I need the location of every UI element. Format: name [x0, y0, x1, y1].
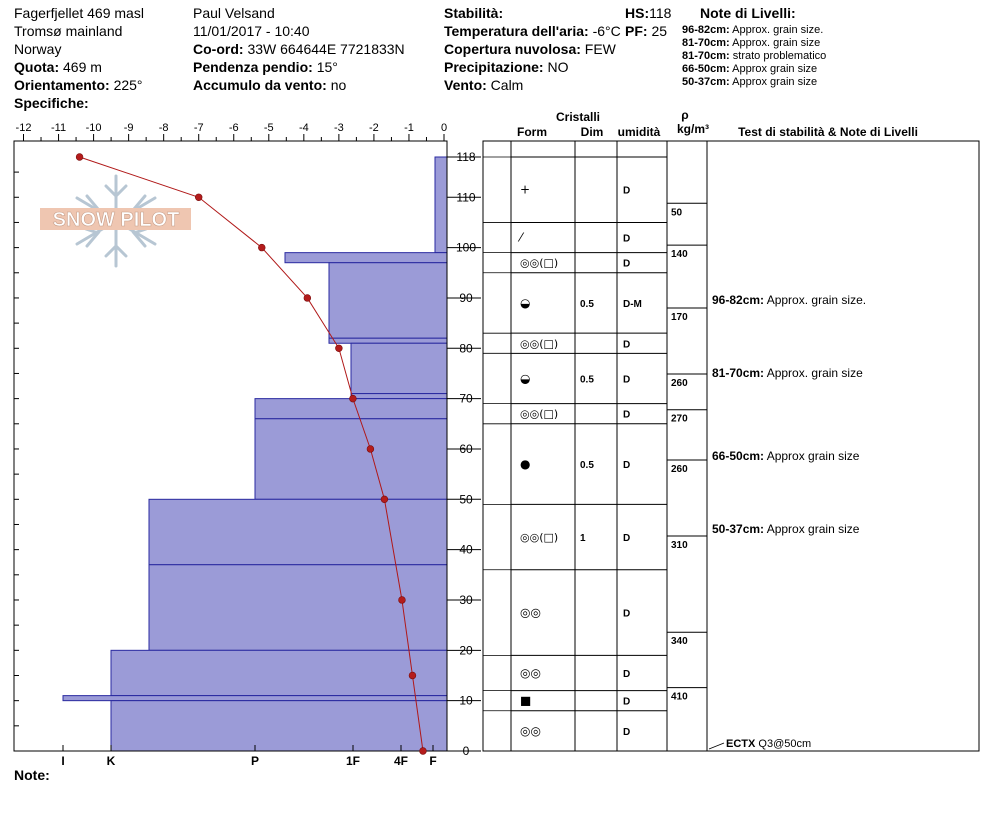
pf-value: 25: [651, 23, 668, 39]
density-value: 140: [671, 249, 688, 261]
grain-form: ◎◎(□): [520, 531, 559, 545]
density-unit: kg/m³: [676, 122, 710, 136]
grain-form: ■: [520, 693, 532, 708]
temperature-point: [258, 244, 265, 251]
x-tick-label: -3: [333, 122, 344, 134]
dim-header: Dim: [580, 125, 604, 139]
hardness-tick-label: K: [106, 754, 116, 768]
header-layer-note-range: 96-82cm:: [682, 24, 730, 36]
layer-note: 81-70cm: Approx. grain size: [712, 365, 863, 380]
hardness-layer: [63, 157, 447, 751]
x-tick-label: -11: [50, 122, 67, 134]
density-value: 260: [671, 464, 688, 476]
grain-size: 0.5: [580, 298, 594, 310]
y-tick-label: 60: [459, 441, 473, 456]
header-layer-note-range: 81-70cm:: [682, 37, 730, 49]
x-tick-label: -9: [123, 122, 134, 134]
elevation-label: Quota:: [14, 59, 60, 75]
y-tick-label: 40: [459, 542, 473, 557]
temperature-point: [195, 194, 202, 201]
moisture-value: D: [623, 460, 631, 472]
moisture-value: D: [623, 339, 631, 351]
temperature-point: [399, 597, 406, 604]
header-layer-note-text: strato problematico: [729, 50, 827, 62]
air-temp-label: Temperatura dell'aria:: [444, 23, 589, 39]
x-tick-label: -8: [158, 122, 169, 134]
density-value: 50: [671, 207, 683, 219]
grain-size: 0.5: [580, 374, 594, 386]
stability-test-result: ECTX Q3@50cm: [726, 737, 812, 750]
x-tick-label: -12: [15, 122, 32, 134]
specifics-label: Specifiche:: [14, 95, 89, 111]
hardness-tick-label: 1F: [345, 754, 361, 768]
grain-form: ◎◎: [520, 665, 541, 680]
air-temp-value: -6°C: [592, 23, 621, 39]
note-label: Note:: [14, 767, 50, 783]
hardness-bar: [351, 343, 447, 393]
stratigraphy-table: [483, 108, 979, 751]
slope-label: Pendenza pendio:: [193, 59, 313, 75]
moisture-value: D: [623, 668, 631, 680]
hardness-bar: [111, 701, 447, 751]
pf-label: PF:: [625, 23, 648, 39]
hardness-bar: [329, 338, 447, 343]
country: Norway: [14, 41, 62, 57]
temperature-point: [420, 748, 427, 755]
moisture-value: D: [623, 233, 631, 245]
crystals-header: Cristalli: [555, 110, 601, 124]
layer-note: 96-82cm: Approx. grain size.: [712, 292, 867, 307]
hardness-bar: [329, 263, 447, 339]
layer-note: 50-37cm: Approx grain size: [712, 522, 860, 537]
x-tick-label: -6: [228, 122, 239, 134]
wind-load-value: no: [330, 77, 347, 93]
moisture-value: D: [623, 608, 631, 620]
x-tick-label: -10: [85, 122, 102, 134]
temperature-point: [367, 446, 374, 453]
grain-form: ◎◎(□): [520, 407, 559, 421]
x-tick-label: -1: [404, 122, 414, 134]
grain-form: ◎◎: [520, 605, 541, 620]
header-layer-note-range: 81-70cm:: [682, 50, 730, 62]
y-tick-label: 70: [459, 391, 473, 406]
temperature-point: [304, 295, 311, 302]
moisture-value: D: [623, 726, 631, 738]
wind-value: Calm: [490, 77, 524, 93]
x-tick-label: -5: [263, 122, 274, 134]
header-layer-note-text: Approx grain size: [729, 76, 818, 88]
form-header: Form: [517, 125, 547, 139]
y-tick-label: 50: [459, 492, 473, 507]
moisture-value: D: [623, 185, 631, 197]
moisture-value: D: [623, 696, 631, 708]
temperature-point: [381, 496, 388, 503]
test-pointer: [709, 743, 724, 749]
cloud-value: FEW: [584, 41, 616, 57]
elevation-value: 469 m: [63, 59, 102, 75]
y-tick-label: 110: [456, 190, 476, 205]
y-tick-label: 0: [462, 744, 470, 758]
hardness-tick-label: P: [250, 754, 260, 768]
aspect-value: 225°: [113, 77, 143, 93]
precip-label: Precipitazione:: [444, 59, 544, 75]
grain-form: ●: [520, 457, 531, 472]
hardness-bar: [435, 157, 447, 253]
stability-label: Stabilità:: [444, 5, 504, 21]
header-layer-note-range: 50-37cm:: [682, 76, 730, 88]
header-layer-note-range: 66-50cm:: [682, 63, 730, 75]
grain-form: ◎◎(□): [520, 337, 559, 351]
x-tick-label: -2: [369, 122, 379, 134]
header-layer-note-text: Approx. grain size: [729, 37, 821, 49]
y-tick-label: 80: [459, 341, 473, 356]
grain-form: +: [520, 182, 531, 197]
layer-notes-title: Note di Livelli:: [700, 5, 796, 21]
y-tick-label: 90: [459, 290, 473, 305]
grain-form: ◒: [520, 371, 531, 386]
y-tick-label: 30: [459, 592, 473, 607]
x-tick-label: -4: [298, 122, 309, 134]
temperature-point: [335, 345, 342, 352]
layer-note: 66-50cm: Approx grain size: [712, 449, 860, 464]
grain-form: ◎◎: [520, 723, 541, 738]
density-value: 270: [671, 413, 688, 425]
density-value: 410: [671, 691, 688, 703]
moisture-value: D: [623, 374, 631, 386]
y-tick-label: 100: [455, 240, 477, 255]
grain-form: ◒: [520, 295, 531, 310]
hardness-bar: [351, 394, 447, 399]
hs-label: HS:: [625, 5, 650, 21]
wind-load-label: Accumulo da vento:: [193, 77, 327, 93]
temperature-point: [349, 395, 356, 402]
y-tick-label: 10: [459, 693, 473, 708]
header-layer-note-text: Approx grain size: [729, 63, 818, 75]
x-tick-label: -7: [193, 122, 204, 134]
coord-value: 33W 664644E 7721833N: [247, 41, 405, 57]
hs-value: 118: [649, 5, 672, 21]
hardness-tick-label: 4F: [393, 754, 409, 768]
cloud-label: Copertura nuvolosa:: [444, 41, 581, 57]
snow-pilot-logo: [40, 176, 191, 266]
hardness-bar: [149, 499, 447, 564]
header-layer-note-text: Approx. grain size.: [729, 24, 824, 36]
temperature-point: [76, 154, 83, 161]
moisture-value: D: [623, 258, 631, 270]
region: Tromsø mainland: [14, 23, 123, 39]
coord-label: Co-ord:: [193, 41, 244, 57]
wind-label: Vento:: [444, 77, 487, 93]
grain-form: ◎◎(□): [520, 256, 559, 270]
hardness-bar: [63, 696, 447, 701]
datetime: 11/01/2017 - 10:40: [193, 23, 310, 39]
hardness-tick-label: I: [61, 754, 65, 768]
hardness-bar: [111, 650, 447, 695]
logo-text: SNOW PILOT: [52, 209, 180, 231]
hardness-bar: [149, 565, 447, 651]
density-symbol: ρ: [681, 108, 689, 122]
y-tick-label: 20: [459, 643, 473, 658]
moisture-value: D-M: [623, 298, 642, 310]
hardness-bar: [255, 419, 447, 500]
grain-size: 0.5: [580, 460, 594, 472]
location: Fagerfjellet 469 masl: [14, 5, 144, 21]
precip-value: NO: [547, 59, 569, 75]
table-frame: [483, 141, 979, 751]
y-tick-label: 118: [456, 150, 476, 164]
grain-form: ⁄: [520, 230, 523, 245]
slope-value: 15°: [316, 59, 338, 75]
moisture-value: D: [623, 533, 631, 545]
moisture-value: D: [623, 409, 631, 421]
observer: Paul Velsand: [193, 5, 275, 21]
density-value: 340: [671, 636, 688, 648]
x-tick-label: 0: [440, 122, 448, 134]
moisture-header: umidità: [617, 125, 661, 139]
grain-size: 1: [580, 533, 586, 545]
hardness-tick-label: F: [429, 754, 437, 768]
hardness-bar: [285, 253, 447, 263]
notes-header: Test di stabilità & Note di Livelli: [738, 125, 918, 139]
aspect-label: Orientamento:: [14, 77, 110, 93]
density-value: 310: [671, 540, 688, 552]
density-value: 170: [671, 312, 688, 324]
temperature-point: [409, 672, 416, 679]
density-value: 260: [671, 377, 688, 389]
